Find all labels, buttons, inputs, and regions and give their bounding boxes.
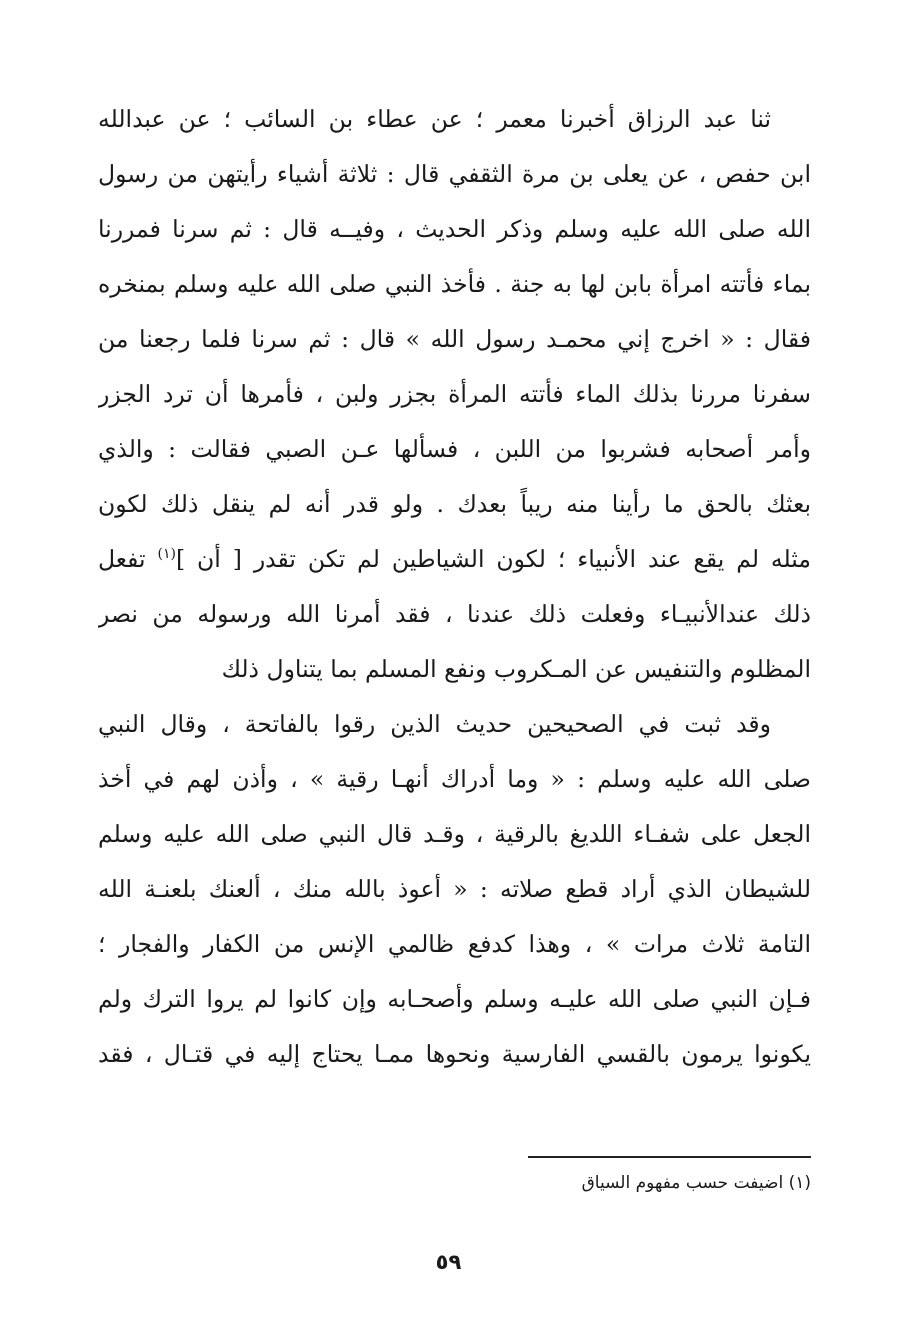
line-text-end: تفعل [98, 545, 146, 573]
text-line: فـإن النبي صلى الله عليـه وسلم وأصحـابه وإن كانوا لم يروا الترك ولم [98, 985, 811, 1013]
text-line: بماء فأتته امرأة بابن لها به جنة . فأخذ النبي صلى الله عليه وسلم بمنخره [98, 270, 811, 298]
text-line: ثنا عبد الرزاق أخبرنا معمر ؛ عن عطاء بن السائب ؛ عن عبدالله [98, 105, 771, 133]
footnote: (١) اضيفت حسب مفهوم السياق [581, 1173, 811, 1193]
line-text: مثله لم يقع عند الأنبياء ؛ لكون الشياطين لم تكن تقدر [ أن ] [175, 545, 811, 573]
footnote-marker: (١) [157, 546, 176, 563]
page-number: ٥٩ [435, 1250, 462, 1274]
text-line: يكونوا يرمون بالقسي الفارسية ونحوها ممـا يحتاج إليه في قتـال ، فقد [98, 1040, 811, 1068]
text-line: فقال : « اخرج إني محمـد رسول الله » قال : ثم سرنا فلما رجعنا من [98, 325, 811, 353]
text-line: ذلك عندالأنبيـاء وفعلت ذلك عندنا ، فقد أمرنا الله ورسوله من نصر [98, 600, 811, 628]
text-line: سفرنا مررنا بذلك الماء فأتته المرأة بجزر ولبن ، فأمرها أن ترد الجزر [98, 380, 811, 408]
text-line: الله صلى الله عليه وسلم وذكر الحديث ، وفيــه قال : ثم سرنا فمررنا [98, 215, 811, 243]
text-line: وأمر أصحابه فشربوا من اللبن ، فسألها عـن الصبي فقالت : والذي [98, 435, 811, 463]
footnote-divider [528, 1156, 811, 1158]
text-line: المظلوم والتنفيس عن المـكروب ونفع المسلم بما يتناول ذلك [221, 655, 811, 683]
text-line: صلى الله عليه وسلم : « وما أدراك أنهـا رقية » ، وأذن لهم في أخذ [98, 765, 811, 793]
text-line: للشيطان الذي أراد قطع صلاته : « أعوذ بالله منك ، ألعنك بلعنـة الله [98, 875, 811, 903]
text-line: التامة ثلاث مرات » ، وهذا كدفع ظالمي الإنس من الكفار والفجار ؛ [98, 930, 811, 958]
text-line: ابن حفص ، عن يعلى بن مرة الثقفي قال : ثلاثة أشياء رأيتهن من رسول [98, 160, 811, 188]
text-line-with-footnote [98, 532, 811, 587]
text-line: بعثك بالحق ما رأينا منه ريباً بعدك . ولو قدر أنه لم ينقل ذلك لكون [98, 490, 811, 518]
text-line: الجعل على شفـاء اللديغ بالرقية ، وقـد قال النبي صلى الله عليه وسلم [98, 820, 811, 848]
text-line: وقد ثبت في الصحيحين حديث الذين رقوا بالفاتحة ، وقال النبي [98, 710, 771, 738]
body-text [98, 92, 811, 1082]
